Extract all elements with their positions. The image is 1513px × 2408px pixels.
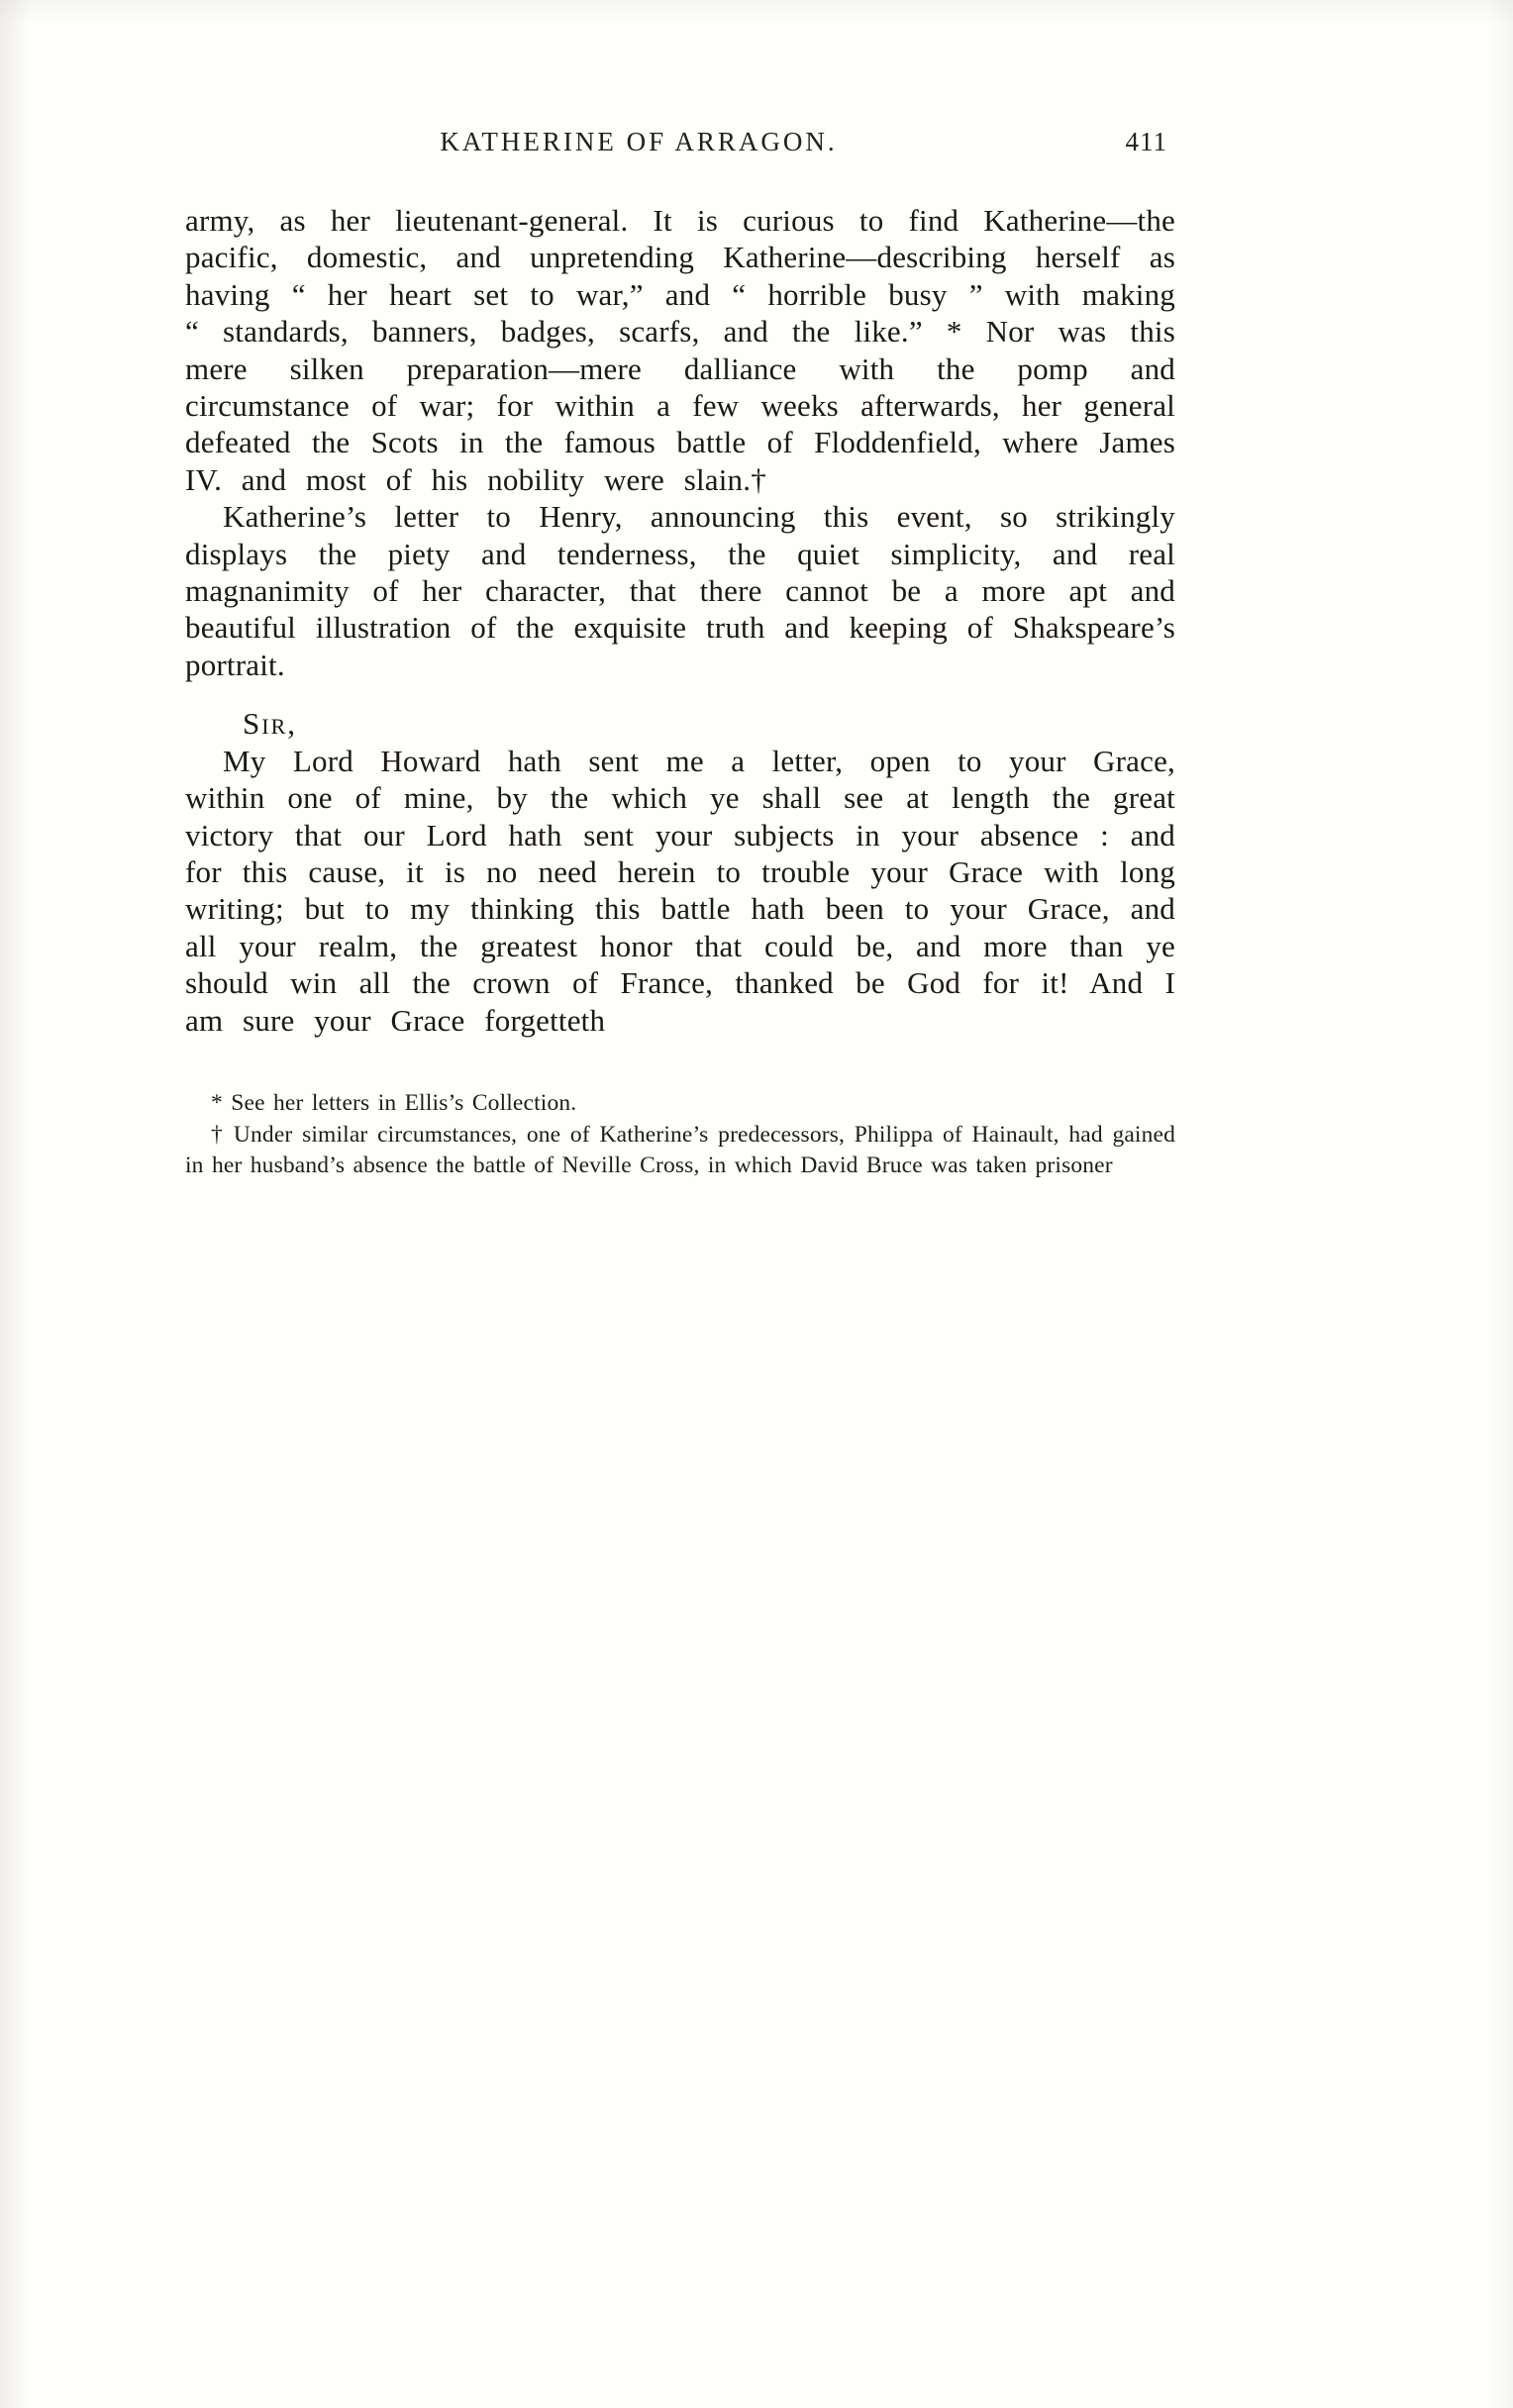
page-content [185, 127, 1175, 1182]
footnote-ellis-collection: * See her letters in Ellis’s Collection. [211, 1089, 577, 1116]
salutation-text: Sir, [243, 706, 297, 742]
header-title: KATHERINE OF ARRAGON. [440, 127, 838, 156]
letter-body: My Lord Howard hath sent me a letter, open to your Grace, within one of mine, by the which ye shall see at length the great victory that our Lord hath sent your subjects in your absence : and for this cause, it is no need herein to trouble your Grace with long writing; but to my thinking this battle hath been to your Grace, and all your realm, the greatest honor that could be, and more than ye should win all the crown of France, thanked be God for it! And I am sure your Grace forgetteth [185, 743, 1175, 1038]
running-header [185, 127, 1175, 168]
footnotes-section [185, 1088, 1175, 1182]
paragraph-army-lieutenant-general: army, as her lieutenant-general. It is curious to find Katherine—the pacific, domestic, and unpretending Katherine—describing herself as having “ her heart set to war,” and “ horrible busy ” with making “ standards, banners, badges, scarfs, and the like.” * Nor was this mere silken preparation—mere dalliance with the pomp and circumstance of war; for within a few weeks afterwards, her general defeated the Scots in the famous battle of Floddenfield, where James IV. and most of his nobility were slain.† [185, 203, 1175, 497]
paragraph-katherines-letter: Katherine’s letter to Henry, announcing this event, so strikingly displays the piety and tenderness, the quiet simplicity, and real magnanimity of her character, that there cannot be a more apt and beautiful illustration of the exquisite truth and keeping of Shakspeare’s portrait. [185, 499, 1175, 682]
letter-salutation [185, 705, 1175, 742]
page-number: 411 [1125, 127, 1167, 156]
body-text [185, 202, 1175, 1039]
footnote-philippa-hainault: † Under similar circumstances, one of Katherine’s predecessors, Philippa of Hainault, had gained in her husband’s absence the battle of Neville Cross, in which David Bruce was taken prisoner [185, 1121, 1175, 1179]
